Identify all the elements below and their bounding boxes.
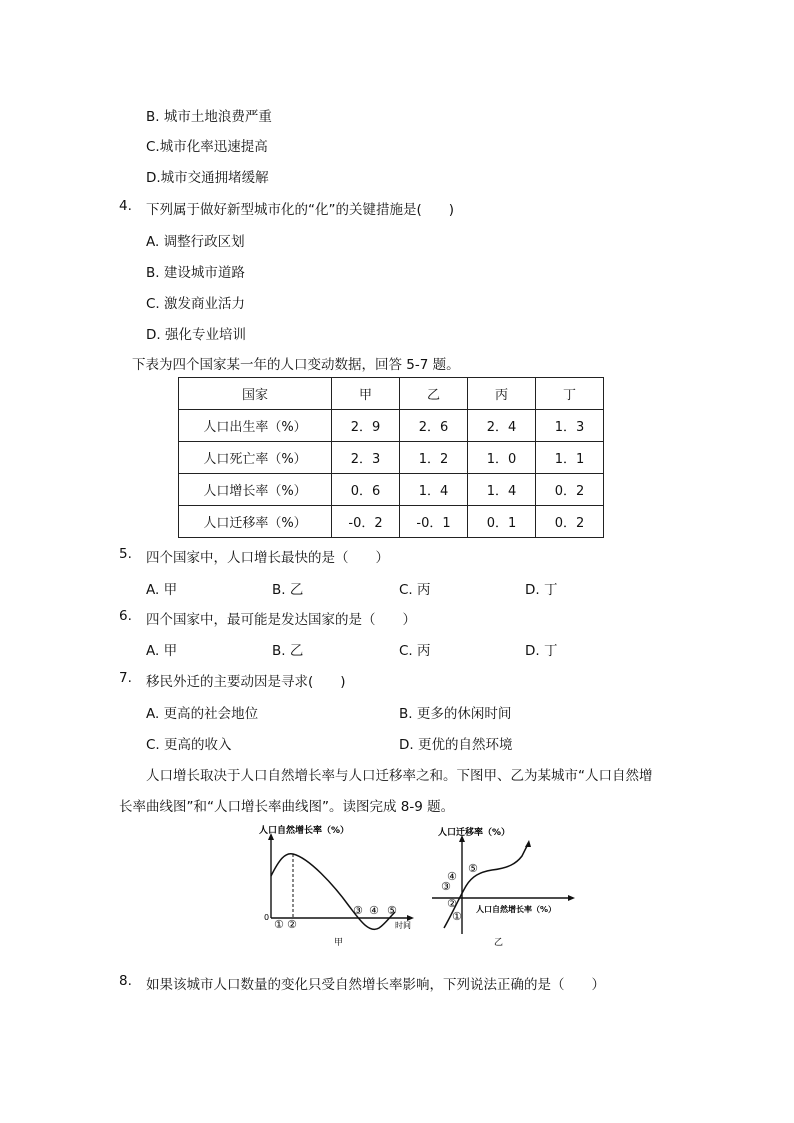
q7-option-a: A. 更高的社会地位 bbox=[146, 706, 259, 722]
table-cell: 人口出生率（%） bbox=[179, 410, 332, 442]
figure-a-point-2: ② bbox=[287, 918, 297, 931]
q4-stem: 下列属于做好新型城市化的“化”的关键措施是( ) bbox=[146, 202, 455, 218]
q6-option-a: A. 甲 bbox=[146, 643, 178, 659]
table-cell: 人口死亡率（%） bbox=[179, 442, 332, 474]
figure-b-point-1: ① bbox=[452, 910, 462, 923]
table-cell: 1．4 bbox=[468, 474, 536, 506]
figure-a-x-label: 时间 bbox=[395, 921, 411, 930]
passage-line-2: 长率曲线图”和“人口增长率曲线图”。读图完成 8-9 题。 bbox=[119, 799, 455, 815]
table-cell: 1．3 bbox=[536, 410, 604, 442]
q7-option-b: B. 更多的休闲时间 bbox=[399, 706, 512, 722]
table-cell: 2．6 bbox=[400, 410, 468, 442]
q5-option-c: C. 丙 bbox=[399, 582, 431, 598]
figure-a-point-5: ⑤ bbox=[387, 904, 397, 917]
q6-number: 6. bbox=[119, 608, 132, 624]
table-row bbox=[179, 410, 604, 442]
figure-b-point-3: ③ bbox=[441, 880, 451, 893]
q6-option-c: C. 丙 bbox=[399, 643, 431, 659]
table-header-cell: 乙 bbox=[400, 378, 468, 410]
q5-stem: 四个国家中，人口增长最快的是（ ） bbox=[146, 550, 389, 566]
q5-option-d: D. 丁 bbox=[525, 582, 558, 598]
table-cell: 人口增长率（%） bbox=[179, 474, 332, 506]
figure-a-caption: 甲 bbox=[334, 938, 344, 948]
q6-option-d: D. 丁 bbox=[525, 643, 558, 659]
table-cell: 0．2 bbox=[536, 506, 604, 538]
table-cell: 1．4 bbox=[400, 474, 468, 506]
q8-stem: 如果该城市人口数量的变化只受自然增长率影响，下列说法正确的是（ ） bbox=[146, 977, 605, 993]
table-header-row bbox=[179, 378, 604, 410]
table-intro: 下表为四个国家某一年的人口变动数据，回答 5-7 题。 bbox=[132, 357, 460, 373]
q8-number: 8. bbox=[119, 973, 132, 989]
figure-b-point-5: ⑤ bbox=[468, 862, 478, 875]
figure-b-x-label: 人口自然增长率（%） bbox=[476, 905, 557, 914]
figure-a-point-4: ④ bbox=[369, 904, 379, 917]
table-cell: 2．4 bbox=[468, 410, 536, 442]
figure-b-y-label: 人口迁移率（%） bbox=[438, 828, 511, 838]
figure-a-y-label: 人口自然增长率（%） bbox=[259, 826, 350, 836]
table-cell: 0．1 bbox=[468, 506, 536, 538]
q6-stem: 四个国家中，最可能是发达国家的是（ ） bbox=[146, 612, 416, 628]
figure-b-point-4: ④ bbox=[447, 870, 457, 883]
figure-b-x-arrow bbox=[568, 895, 575, 901]
table-row bbox=[179, 442, 604, 474]
table-cell: 人口迁移率（%） bbox=[179, 506, 332, 538]
table-cell: 0．6 bbox=[332, 474, 400, 506]
table-header-cell: 甲 bbox=[332, 378, 400, 410]
q5-option-b: B. 乙 bbox=[272, 582, 304, 598]
table-cell: -0．1 bbox=[400, 506, 468, 538]
table-row bbox=[179, 506, 604, 538]
q7-option-d: D. 更优的自然环境 bbox=[399, 737, 513, 753]
table-cell: 0．2 bbox=[536, 474, 604, 506]
population-table bbox=[178, 377, 604, 538]
figure-b-curve-arrow bbox=[525, 840, 531, 847]
q6-option-b: B. 乙 bbox=[272, 643, 304, 659]
table-cell: 2．3 bbox=[332, 442, 400, 474]
table-cell: 2．9 bbox=[332, 410, 400, 442]
q3-option-b: B. 城市土地浪费严重 bbox=[146, 109, 272, 125]
q4-option-c: C. 激发商业活力 bbox=[146, 296, 246, 312]
table-cell: 1．2 bbox=[400, 442, 468, 474]
q3-option-c: C.城市化率迅速提高 bbox=[146, 139, 268, 155]
figure-b-growth-chart bbox=[428, 824, 588, 950]
figure-a-natural-growth-chart bbox=[255, 824, 425, 950]
table-header-cell: 丁 bbox=[536, 378, 604, 410]
q4-option-d: D. 强化专业培训 bbox=[146, 327, 246, 343]
figure-a-origin: 0 bbox=[264, 913, 270, 922]
table-header-cell: 丙 bbox=[468, 378, 536, 410]
q5-option-a: A. 甲 bbox=[146, 582, 178, 598]
q3-option-d: D.城市交通拥堵缓解 bbox=[146, 170, 269, 186]
q5-number: 5. bbox=[119, 546, 132, 562]
table-cell: -0．2 bbox=[332, 506, 400, 538]
figure-a-point-3: ③ bbox=[353, 904, 363, 917]
table-cell: 1．1 bbox=[536, 442, 604, 474]
q7-stem: 移民外迁的主要动因是寻求( ) bbox=[146, 674, 346, 690]
table-header-cell: 国家 bbox=[179, 378, 332, 410]
passage-line-1: 人口增长取决于人口自然增长率与人口迁移率之和。下图甲、乙为某城市“人口自然增 bbox=[146, 768, 653, 784]
q4-option-b: B. 建设城市道路 bbox=[146, 265, 245, 281]
q4-number: 4. bbox=[119, 198, 132, 214]
figure-b-point-2: ② bbox=[447, 897, 457, 910]
table-row bbox=[179, 474, 604, 506]
q7-number: 7. bbox=[119, 670, 132, 686]
q7-option-c: C. 更高的收入 bbox=[146, 737, 232, 753]
figure-a-point-1: ① bbox=[274, 918, 284, 931]
figure-b-caption: 乙 bbox=[494, 938, 504, 948]
q4-option-a: A. 调整行政区划 bbox=[146, 234, 245, 250]
table-cell: 1．0 bbox=[468, 442, 536, 474]
